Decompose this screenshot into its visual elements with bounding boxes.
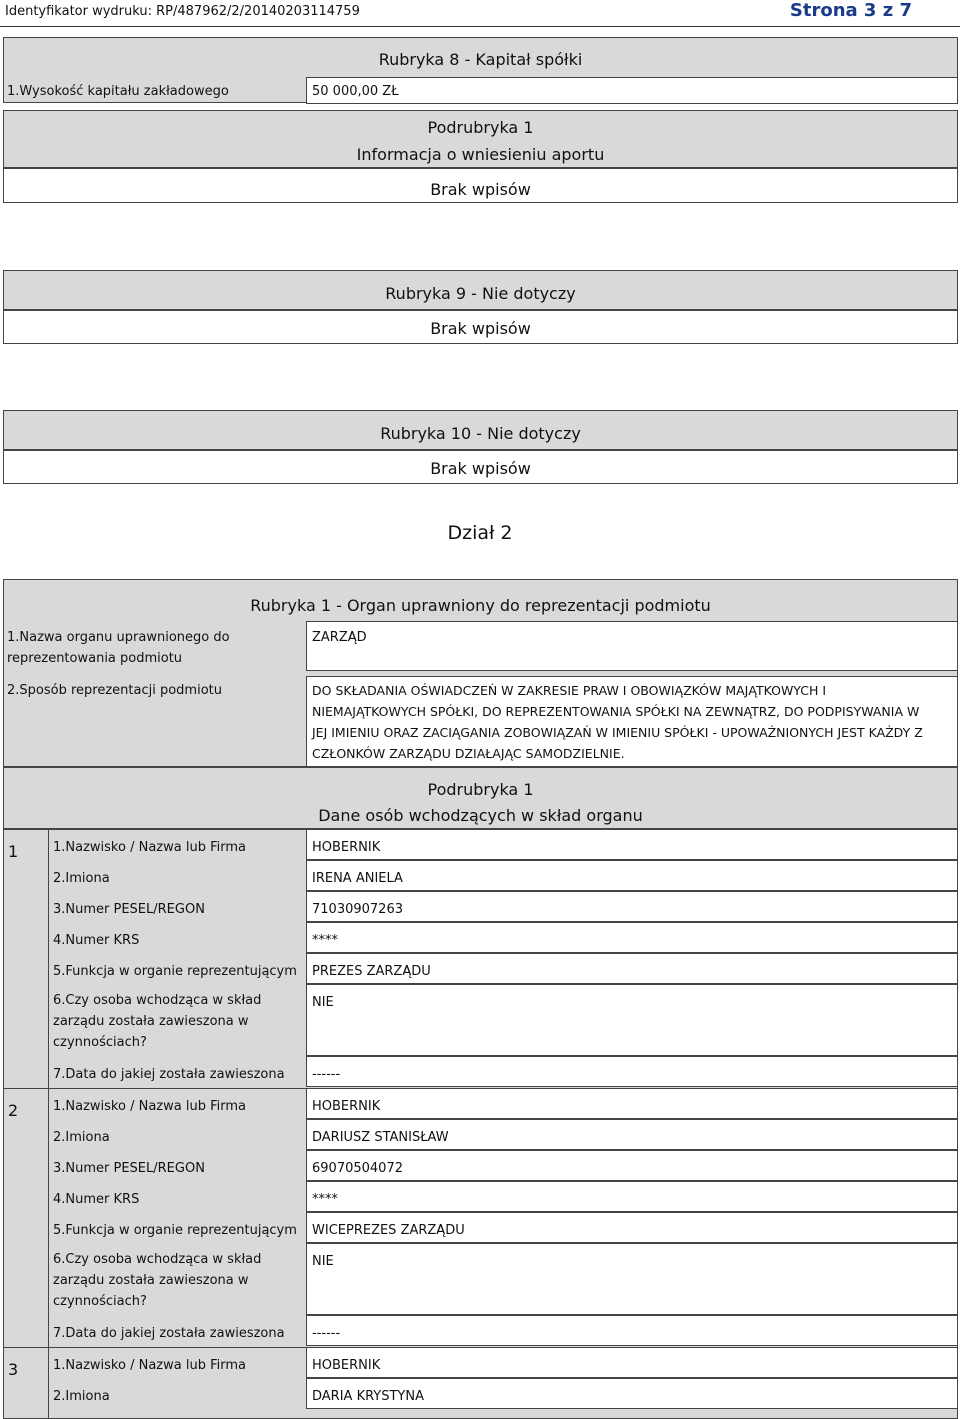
surname-field-label: 1.Nazwisko / Nazwa lub Firma xyxy=(53,1358,246,1373)
pesel-field-label: 3.Numer PESEL/REGON xyxy=(53,1161,205,1176)
rubryka8-title: Rubryka 8 - Kapitał spółki xyxy=(378,50,583,69)
organ-name-cell xyxy=(306,621,958,671)
suspended-field-label: 6.Czy osoba wchodząca w skład zarządu została zawieszona w czynnościach? xyxy=(53,1252,262,1309)
capital-value: 50 000,00 ZŁ xyxy=(312,84,399,99)
suspension-date-field-value: ------ xyxy=(312,1326,341,1341)
surname-field-cell xyxy=(306,1347,958,1378)
suspension-date-field-value: ------ xyxy=(312,1067,341,1082)
representation-value: DO SKŁADANIA OŚWIADCZEŃ W ZAKRESIE PRAW I OBOWIĄZKÓW MAJĄTKOWYCH I NIEMAJĄTKOWYCH SPÓŁKI, DO REPREZENTOWANIA SPÓŁKI NA ZEWNĄTRZ, DO PODPISYWANIA W JEJ IMIENIU ORAZ ZACIĄGANIA ZOBOWIĄZAŃ W IMIENIU SPÓŁKI - UPOWAŻNIONYCH JEST KAŻDY Z CZŁONKÓW ZARZĄDU DZIAŁAJĄC SAMODZIELNIE. xyxy=(312,683,923,761)
podrubryka-organ-line1: Podrubryka 1 xyxy=(427,780,534,799)
krs-field-label: 4.Numer KRS xyxy=(53,1192,140,1207)
pesel-field-cell xyxy=(306,891,958,922)
page-number: Strona 3 z 7 xyxy=(789,0,912,21)
given-names-field-value: DARIUSZ STANISŁAW xyxy=(312,1130,449,1145)
rubryka1-title: Rubryka 1 - Organ uprawniony do reprezentacji podmiotu xyxy=(250,596,711,615)
surname-field-cell xyxy=(306,829,958,860)
pesel-field-cell xyxy=(306,1150,958,1181)
suspended-field-value: NIE xyxy=(312,995,334,1010)
dzial-title: Dział 2 xyxy=(447,522,513,544)
given-names-field-label: 2.Imiona xyxy=(53,1389,110,1404)
surname-field-value: HOBERNIK xyxy=(312,1358,381,1373)
rubryka9-title: Rubryka 9 - Nie dotyczy xyxy=(385,284,576,303)
rubryka10-empty: Brak wpisów xyxy=(430,459,531,478)
representation-label: 2.Sposób reprezentacji podmiotu xyxy=(7,683,222,698)
given-names-field-cell xyxy=(306,860,958,891)
krs-field-value: **** xyxy=(312,933,338,948)
podrubryka-organ-line2: Dane osób wchodzących w skład organu xyxy=(318,806,643,825)
function-field-label: 5.Funkcja w organie reprezentującym xyxy=(53,964,297,979)
person-number: 1 xyxy=(8,842,19,861)
suspension-date-field-cell xyxy=(306,1056,958,1087)
podrubryka-aport-line1: Podrubryka 1 xyxy=(427,118,534,137)
suspended-field-value: NIE xyxy=(312,1254,334,1269)
capital-value-cell xyxy=(306,77,958,104)
suspension-date-field-label: 7.Data do jakiej została zawieszona xyxy=(53,1067,285,1082)
surname-field-value: HOBERNIK xyxy=(312,1099,381,1114)
header-divider xyxy=(0,26,960,27)
suspension-date-field-label: 7.Data do jakiej została zawieszona xyxy=(53,1326,285,1341)
pesel-field-value: 71030907263 xyxy=(312,902,403,917)
organ-name-label: 1.Nazwa organu uprawnionego do reprezentowania podmiotu xyxy=(7,630,230,666)
suspended-field-cell xyxy=(306,984,958,1056)
suspended-field-label: 6.Czy osoba wchodząca w skład zarządu została zawieszona w czynnościach? xyxy=(53,993,262,1050)
krs-field-cell xyxy=(306,1181,958,1212)
given-names-field-value: IRENA ANIELA xyxy=(312,871,403,886)
podrubryka-aport-line2: Informacja o wniesieniu aportu xyxy=(356,145,605,164)
persons-number-divider xyxy=(48,829,49,1419)
given-names-field-label: 2.Imiona xyxy=(53,1130,110,1145)
rubryka10-title: Rubryka 10 - Nie dotyczy xyxy=(380,424,581,443)
surname-field-label: 1.Nazwisko / Nazwa lub Firma xyxy=(53,840,246,855)
krs-field-label: 4.Numer KRS xyxy=(53,933,140,948)
function-field-value: PREZES ZARZĄDU xyxy=(312,964,431,979)
organ-name-value: ZARZĄD xyxy=(312,630,367,645)
krs-field-cell xyxy=(306,922,958,953)
person-number: 3 xyxy=(8,1360,19,1379)
surname-field-label: 1.Nazwisko / Nazwa lub Firma xyxy=(53,1099,246,1114)
rubryka9-empty: Brak wpisów xyxy=(430,319,531,338)
suspension-date-field-cell xyxy=(306,1315,958,1346)
capital-label: 1.Wysokość kapitału zakładowego xyxy=(7,84,229,99)
suspended-field-cell xyxy=(306,1243,958,1315)
given-names-field-label: 2.Imiona xyxy=(53,871,110,886)
aport-empty: Brak wpisów xyxy=(430,180,531,199)
pesel-field-value: 69070504072 xyxy=(312,1161,403,1176)
person-number: 2 xyxy=(8,1101,19,1120)
given-names-field-value: DARIA KRYSTYNA xyxy=(312,1389,424,1404)
print-identifier: Identyfikator wydruku: RP/487962/2/20140203114759 xyxy=(5,4,360,19)
surname-field-value: HOBERNIK xyxy=(312,840,381,855)
surname-field-cell xyxy=(306,1088,958,1119)
pesel-field-label: 3.Numer PESEL/REGON xyxy=(53,902,205,917)
function-field-label: 5.Funkcja w organie reprezentującym xyxy=(53,1223,297,1238)
krs-field-value: **** xyxy=(312,1192,338,1207)
function-field-value: WICEPREZES ZARZĄDU xyxy=(312,1223,465,1238)
